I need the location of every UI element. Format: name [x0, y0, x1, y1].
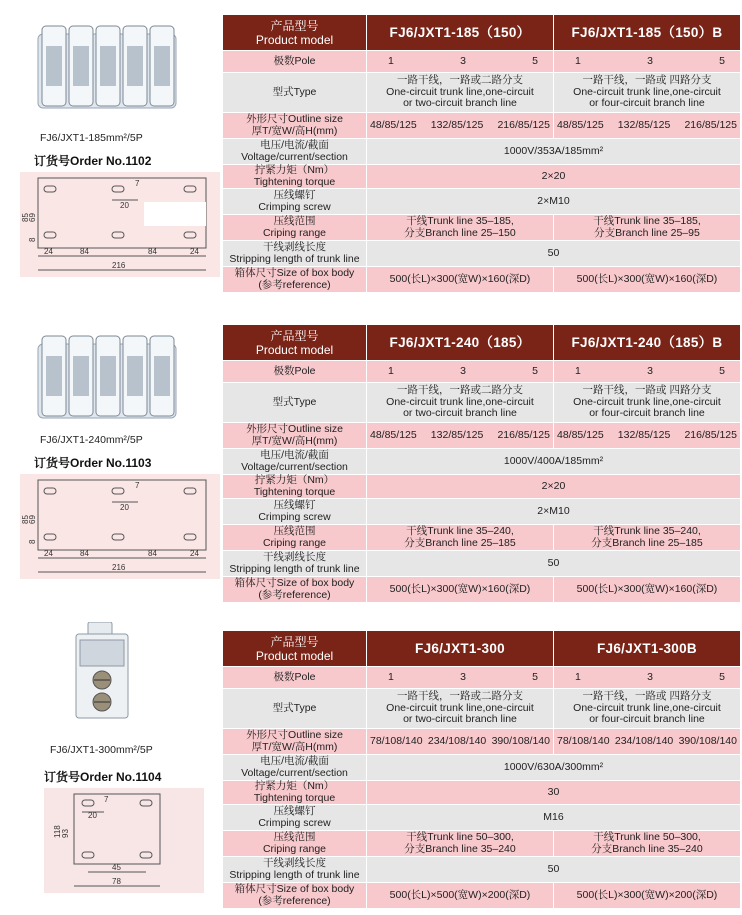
product-photo-single-pole	[70, 622, 150, 722]
dim-top: 20	[120, 201, 129, 210]
dim-h1: 118	[53, 825, 62, 838]
spec-header-row	[223, 325, 741, 361]
row-torque: 拧紧力矩（Nm） Tightening torque 2×20	[223, 165, 741, 189]
dim-d4: 24	[190, 247, 199, 256]
order-number: 订货号Order No.1104	[44, 770, 162, 784]
row-voltage: 电压/电流/截面 Voltage/current/section 1000V/630A/300mm²	[223, 755, 741, 781]
model-a: FJ6/JXT1-185（150）	[367, 15, 554, 51]
row-type: 型式Type 一路干线，一路或二路分支 One-circuit trunk line,one-circuit or two-circuit branch line 一路干线，一路或 四路分支 One-circuit trunk line,one-circuit or four-circuit branch line	[223, 383, 741, 423]
dim-h2: 93	[61, 829, 70, 838]
model-a: FJ6/JXT1-240（185）	[367, 325, 554, 361]
row-size: 外形尺寸Outline size 厚T/宽W/高H(mm) 78/108/140 234/108/140 390/108/140 78/108/140 234/108/140 390/108/140	[223, 729, 741, 755]
row-box: 箱体尺寸Size of box body (参考reference) 500(长L)×300(宽W)×160(深D) 500(长L)×300(宽W)×160(深D)	[223, 577, 741, 603]
row-screw: 压线螺钉 Crimping screw 2×M10	[223, 499, 741, 525]
dim-h3: 8	[28, 237, 37, 242]
row-range: 压线范围 Criping range 干线Trunk line 50–300, 分支Branch line 35–240 干线Trunk line 50–300, 分支Branch line 35–240	[223, 831, 741, 857]
row-size: 外形尺寸Outline size 厚T/宽W/高H(mm) 48/85/125 132/85/125 216/85/125 48/85/125 132/85/125 216/85/125	[223, 423, 741, 449]
row-range: 压线范围 Criping range 干线Trunk line 35–185, 分支Branch line 25–150 干线Trunk line 35–185, 分支Branch line 25–95	[223, 215, 741, 241]
dim-d2: 84	[80, 247, 89, 256]
dim-d1: 24	[44, 549, 53, 558]
dim-total: 216	[112, 563, 126, 572]
dim-top: 20	[120, 503, 129, 512]
spec-table	[222, 14, 741, 293]
row-box: 箱体尺寸Size of box body (参考reference) 500(长L)×500(宽W)×200(深D) 500(长L)×300(宽W)×200(深D)	[223, 883, 741, 909]
row-voltage: 电压/电流/截面 Voltage/current/section 1000V/353A/185mm²	[223, 139, 741, 165]
dim-d3: 84	[148, 549, 157, 558]
row-poles: 极数Pole 1 3 5 1 3 5	[223, 667, 741, 689]
row-strip: 干线剥线长度 Stripping length of trunk line 50	[223, 551, 741, 577]
row-type: 型式Type 一路干线，一路或二路分支 One-circuit trunk line,one-circuit or two-circuit branch line 一路干线，一路或 四路分支 One-circuit trunk line,one-circuit or four-circuit branch line	[223, 73, 741, 113]
spec-header-row	[223, 631, 741, 667]
dim-total: 216	[112, 261, 126, 270]
model-label: 产品型号 Product model	[223, 325, 367, 361]
dim-h1: 85	[21, 213, 30, 222]
row-poles: 极数Pole 1 3 5 1 3 5	[223, 51, 741, 73]
dim-total: 78	[112, 877, 121, 886]
model-b: FJ6/JXT1-300B	[554, 631, 741, 667]
dim-d4: 24	[190, 549, 199, 558]
dim-slot: 7	[135, 179, 140, 188]
row-type: 型式Type 一路干线，一路或二路分支 One-circuit trunk line,one-circuit or two-circuit branch line 一路干线，一路或 四路分支 One-circuit trunk line,one-circuit or four-circuit branch line	[223, 689, 741, 729]
dim-d1: 24	[44, 247, 53, 256]
spec-table	[222, 630, 741, 909]
row-screw: 压线螺钉 Crimping screw 2×M10	[223, 189, 741, 215]
dimension-drawing	[20, 172, 220, 277]
dim-h2: 69	[28, 213, 37, 222]
product-caption: FJ6/JXT1-240mm²/5P	[40, 434, 143, 446]
dim-d3: 84	[148, 247, 157, 256]
row-poles: 极数Pole 1 3 5 1 3 5	[223, 361, 741, 383]
row-range: 压线范围 Criping range 干线Trunk line 35–240, 分支Branch line 25–185 干线Trunk line 35–240, 分支Branch line 25–185	[223, 525, 741, 551]
dim-slot: 7	[135, 481, 140, 490]
order-number: 订货号Order No.1103	[34, 456, 152, 470]
dimension-drawing	[44, 788, 204, 893]
row-torque: 拧紧力矩（Nm） Tightening torque 2×20	[223, 475, 741, 499]
dim-d2: 84	[80, 549, 89, 558]
dimension-drawing	[20, 474, 220, 579]
model-label: 产品型号 Product model	[223, 15, 367, 51]
dim-d1: 45	[112, 863, 121, 872]
order-number: 订货号Order No.1102	[34, 154, 152, 168]
row-torque: 拧紧力矩（Nm） Tightening torque 30	[223, 781, 741, 805]
row-strip: 干线剥线长度 Stripping length of trunk line 50	[223, 241, 741, 267]
row-screw: 压线螺钉 Crimping screw M16	[223, 805, 741, 831]
model-a: FJ6/JXT1-300	[367, 631, 554, 667]
model-label: 产品型号 Product model	[223, 631, 367, 667]
dim-slot: 7	[104, 795, 109, 804]
product-photo-five-pole	[34, 22, 179, 114]
product-photo-five-pole	[34, 332, 179, 424]
model-b: FJ6/JXT1-185（150）B	[554, 15, 741, 51]
product-caption: FJ6/JXT1-185mm²/5P	[40, 132, 143, 144]
spec-header-row	[223, 15, 741, 51]
dim-h3: 8	[28, 539, 37, 544]
row-box: 箱体尺寸Size of box body (参考reference) 500(长L)×300(宽W)×160(深D) 500(长L)×300(宽W)×160(深D)	[223, 267, 741, 293]
row-strip: 干线剥线长度 Stripping length of trunk line 50	[223, 857, 741, 883]
dim-h1: 85	[21, 515, 30, 524]
spec-table	[222, 324, 741, 603]
dim-h2: 69	[28, 515, 37, 524]
product-caption: FJ6/JXT1-300mm²/5P	[50, 744, 153, 756]
row-size: 外形尺寸Outline size 厚T/宽W/高H(mm) 48/85/125 132/85/125 216/85/125 48/85/125 132/85/125 216/85/125	[223, 113, 741, 139]
dim-top: 20	[88, 811, 97, 820]
model-b: FJ6/JXT1-240（185）B	[554, 325, 741, 361]
row-voltage: 电压/电流/截面 Voltage/current/section 1000V/400A/185mm²	[223, 449, 741, 475]
